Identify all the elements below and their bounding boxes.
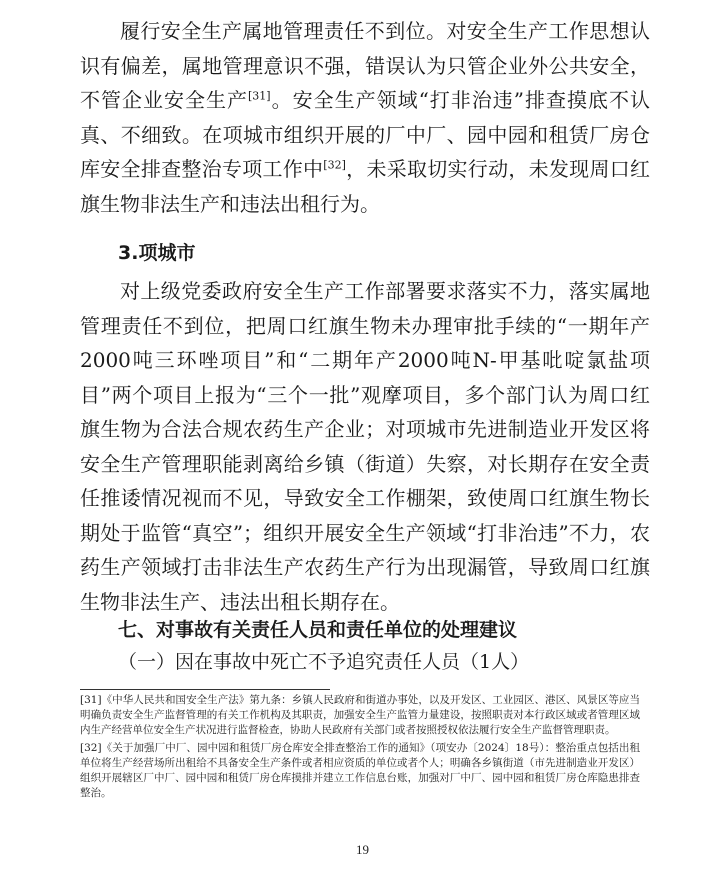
paragraph-text-part3: ，未采取切实行动，未发现周口红旗生物非法生产和违法出租行为。	[80, 157, 651, 216]
page-number: 19	[356, 842, 369, 857]
footnotes	[80, 693, 640, 803]
footnote-ref-32[interactable]: [32]	[323, 158, 346, 172]
footnote-ref-31[interactable]: [31]	[248, 89, 271, 103]
footnote-32: [32]《关于加强厂中厂、园中园和租赁厂房仓库安全排查整治工作的通知》（项安办〔2024〕18号）：整治重点包括出租单位将生产经营场所出租给不具备安全生产条件或者相应资质的单位或者个人；明确各乡镇街道（市先进制造业开发区）组织开展辖区厂中厂、园中园和租赁厂房仓库摸排并建立工作信息台账，加强对厂中厂、园中园和租赁厂房仓库隐患排查整治。	[80, 741, 640, 800]
footnote-divider	[80, 689, 330, 690]
subsection-heading-deceased: （一）因在事故中死亡不予追究责任人员（1人）	[118, 651, 530, 673]
paragraph-text	[80, 14, 650, 221]
paragraph-duty-failure	[80, 14, 650, 221]
paragraph-text-part1: 履行安全生产属地管理责任不到位。对安全生产工作思想认识有偏差，属地管理意识不强，错误认为只管企业外公共安全，不管企业安全生产	[80, 19, 650, 112]
heading-xiangcheng-city: 3.项城市	[118, 242, 196, 264]
paragraph-text: 对上级党委政府安全生产工作部署要求落实不力，落实属地管理责任不到位，把周口红旗生物未办理审批手续的“一期年产2000吨三环唑项目”和“二期年产2000吨N-甲基吡啶氯盐项目”两个项目上报为“三个一批”观摩项目，多个部门认为周口红旗生物为合法合规农药生产企业；对项城市先进制造业开发区将安全生产管理职能剥离给乡镇（街道）失察，对长期存在安全责任推诿情况视而不见，导致安全工作棚架，致使周口红旗生物长期处于监管“真空”；组织开展安全生产领域“打非治违”不力，农药生产领域打击非法生产农药生产行为出现漏管，导致周口红旗生物非法生产、违法出租长期存在。	[80, 279, 650, 614]
section-heading-handling-suggestions: 七、对事故有关责任人员和责任单位的处理建议	[118, 619, 518, 641]
paragraph-xiangcheng-failures	[80, 274, 650, 619]
footnote-31: [31]《中华人民共和国安全生产法》第九条：乡镇人民政府和街道办事处，以及开发区、工业园区、港区、风景区等应当明确负责安全生产监督管理的有关工作机构及其职责，加强安全生产监管力量建设，按照职责对本行政区域或者管理区域内生产经营单位安全生产状况进行监督检查，协助人民政府有关部门或者按照授权依法履行安全生产监督管理职责。	[80, 694, 640, 737]
paragraph-text-part2: 。安全生产领域“打非治违”排查摸底不认真、不细致。在项城市组织开展的厂中厂、园中园和租赁厂房仓库安全排查整治专项工作中	[80, 88, 651, 181]
